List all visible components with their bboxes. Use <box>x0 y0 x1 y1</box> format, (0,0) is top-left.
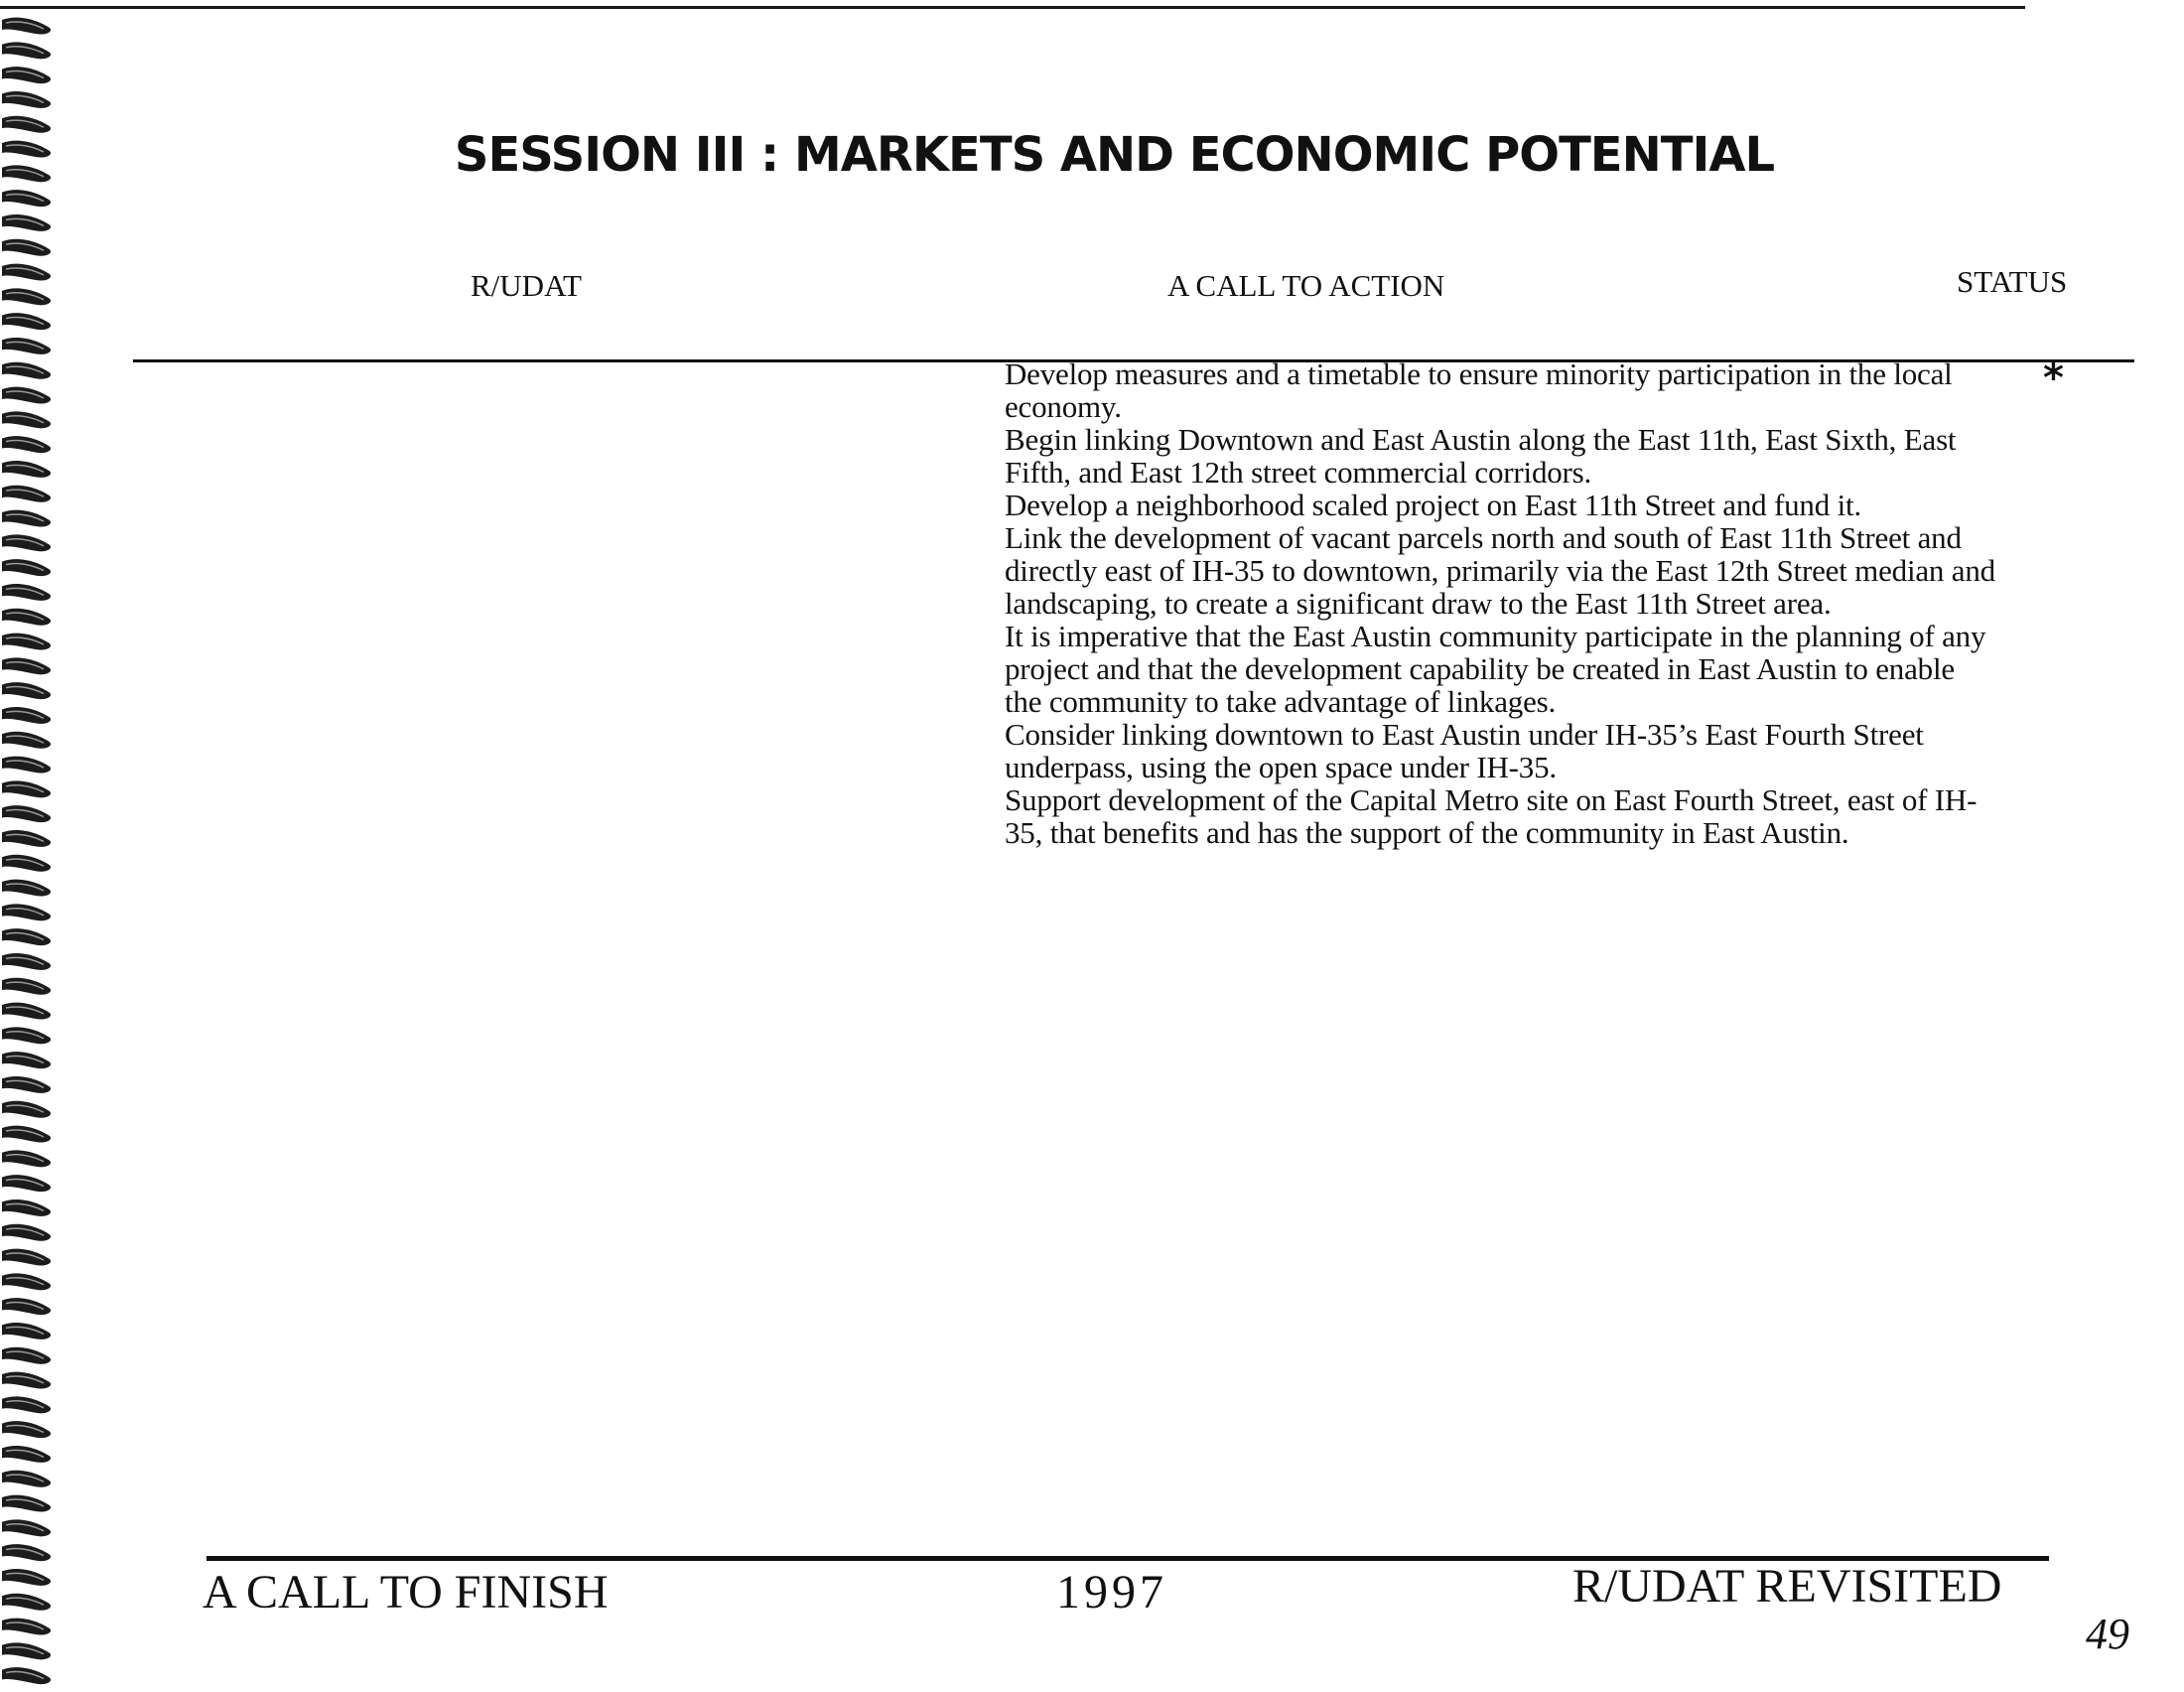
page-title: SESSION III : MARKETS AND ECONOMIC POTENTIAL <box>454 127 1775 183</box>
binding-coil <box>2 1594 51 1611</box>
action-item: Consider linking downtown to East Austin under IH-35’s East Fourth Street underpass, using the open space under IH-35. <box>1005 717 1924 784</box>
binding-coil <box>2 928 51 945</box>
binding-coil <box>2 953 51 970</box>
binding-coil <box>2 1052 51 1068</box>
action-list <box>1005 357 1997 849</box>
status-asterisk: * <box>2043 355 2064 401</box>
column-header-call-to-action: A CALL TO ACTION <box>1167 268 1445 303</box>
binding-coil <box>2 805 51 822</box>
binding-coil <box>2 732 51 749</box>
binding-coil <box>2 1126 51 1143</box>
binding-coil <box>2 1421 51 1438</box>
binding-coil <box>2 42 51 59</box>
binding-coil <box>2 757 51 774</box>
binding-coil <box>2 1446 51 1463</box>
binding-coil <box>2 1544 51 1561</box>
binding-coil <box>2 288 51 305</box>
binding-coil <box>2 436 51 453</box>
binding-coil <box>2 904 51 920</box>
binding-coil <box>2 682 51 699</box>
binding-coil <box>2 362 51 379</box>
binding-coil <box>2 1101 51 1118</box>
binding-coil <box>2 1347 51 1364</box>
binding-coil <box>2 190 51 207</box>
binding-coil <box>2 657 51 674</box>
binding-coil <box>2 411 51 428</box>
binding-coil <box>2 1298 51 1315</box>
binding-coil <box>2 978 51 995</box>
action-item: Develop a neighborhood scaled project on East 11th Street and fund it. <box>1005 488 1861 522</box>
spiral-binding <box>0 14 58 1692</box>
binding-coil <box>2 1495 51 1512</box>
binding-coil <box>2 609 51 626</box>
binding-coil <box>2 634 51 650</box>
column-header-rudat: R/UDAT <box>471 268 582 303</box>
binding-coil <box>2 1471 51 1487</box>
binding-coil <box>2 1642 51 1659</box>
binding-coil <box>2 67 51 83</box>
footer-right-title: R/UDAT REVISITED <box>1572 1560 2002 1613</box>
binding-coil <box>2 510 51 527</box>
binding-coil <box>2 1667 51 1684</box>
binding-coil <box>2 313 51 330</box>
binding-coil <box>2 1224 51 1241</box>
binding-coil <box>2 1150 51 1167</box>
footer-left-title: A CALL TO FINISH <box>203 1566 609 1619</box>
binding-coil <box>2 1273 51 1290</box>
binding-coil <box>2 1396 51 1413</box>
binding-coil <box>2 1519 51 1536</box>
binding-coil <box>2 214 51 231</box>
top-rule <box>0 6 2025 9</box>
binding-coil <box>2 91 51 108</box>
action-item: Develop measures and a timetable to ensure minority participation in the local economy. <box>1005 356 1953 424</box>
binding-coil <box>2 559 51 576</box>
binding-coil <box>2 461 51 478</box>
binding-coil <box>2 1076 51 1093</box>
binding-coil <box>2 1003 51 1020</box>
binding-coil <box>2 534 51 551</box>
binding-coil <box>2 18 51 35</box>
action-item: Support development of the Capital Metro site on East Fourth Street, east of IH-35, that benefits and has the support of the community in East Austin. <box>1005 782 1978 850</box>
binding-coil <box>2 1372 51 1389</box>
action-item: Begin linking Downtown and East Austin along the East 11th, East Sixth, East Fifth, and East 12th street commercial corridors. <box>1005 422 1957 490</box>
column-header-status: STATUS <box>1957 264 2068 299</box>
binding-coil <box>2 1249 51 1266</box>
binding-coil <box>2 1027 51 1044</box>
binding-coil <box>2 830 51 847</box>
binding-coil <box>2 855 51 872</box>
binding-coil <box>2 780 51 797</box>
binding-coil <box>2 1175 51 1192</box>
binding-coil <box>2 486 51 502</box>
binding-coil <box>2 707 51 724</box>
binding-coil <box>2 1569 51 1586</box>
binding-coil <box>2 1199 51 1216</box>
binding-coil <box>2 880 51 897</box>
action-item: Link the development of vacant parcels north and south of East 11th Street and directly east of IH-35 to downtown, primarily via the East 12th Street median and landscaping, to create a significant draw to the East 11th Street area. <box>1005 520 1995 621</box>
binding-coil <box>2 1323 51 1340</box>
binding-coil <box>2 387 51 404</box>
binding-coil <box>2 1619 51 1635</box>
footer-year: 1997 <box>1056 1566 1167 1619</box>
binding-coil <box>2 338 51 354</box>
binding-coil <box>2 264 51 281</box>
action-item: It is imperative that the East Austin community participate in the planning of any project and that the development capability be created in East Austin to enable the community to take advantage of linkages. <box>1005 619 1986 719</box>
binding-coil <box>2 584 51 601</box>
binding-coil <box>2 239 51 256</box>
page-number: 49 <box>2086 1610 2129 1658</box>
